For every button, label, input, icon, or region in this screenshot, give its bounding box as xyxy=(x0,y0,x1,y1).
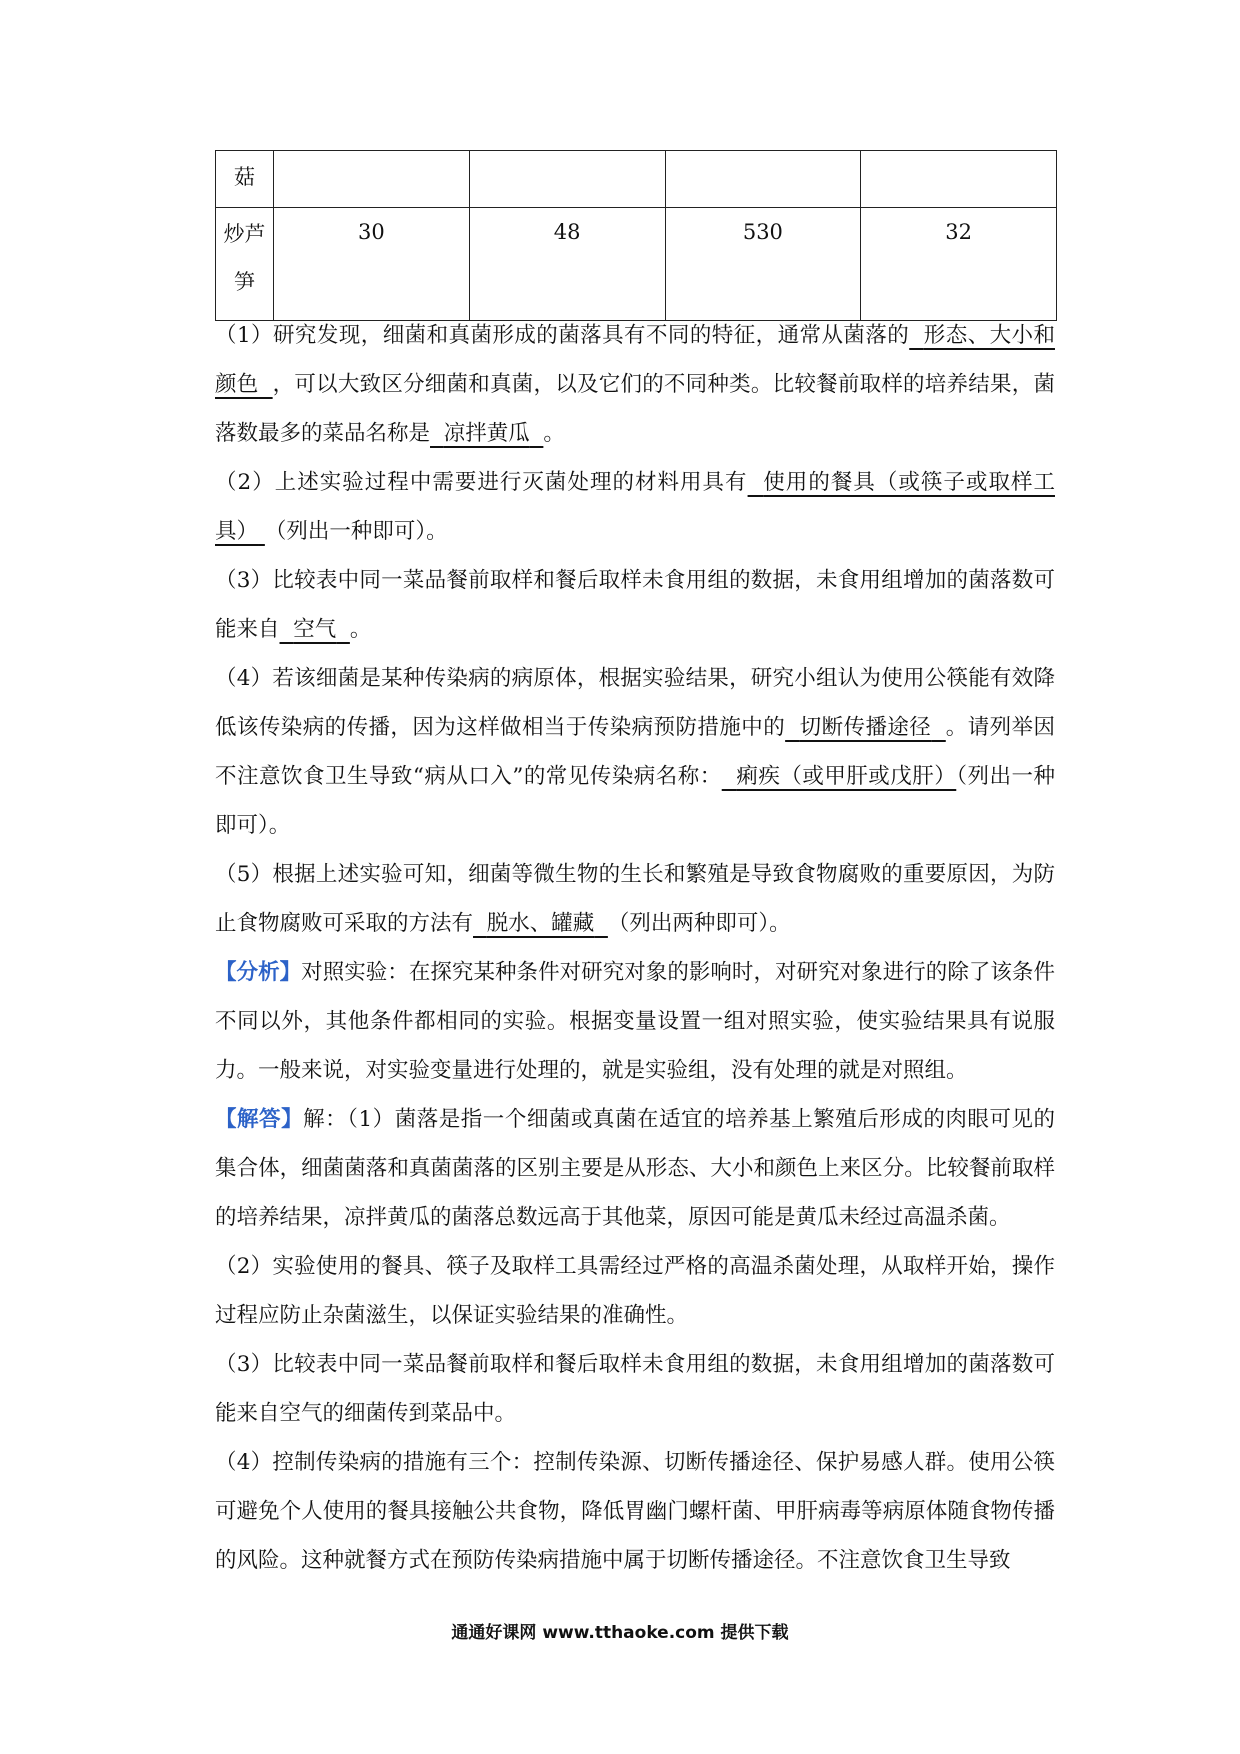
dish-name-bottom: 笋 xyxy=(234,270,255,294)
dish-name-top: 炒芦 xyxy=(223,222,266,246)
answer-paragraph-4: （4）控制传染病的措施有三个：控制传染源、切断传播途径、保护易感人群。使用公筷可避免个人使用的餐具接触公共食物，降低胃幽门螺杆菌、甲肝病毒等病原体随食物传播的风险。这种就餐方式在预防传染病措施中属于切断传播途径。不注意饮食卫生导致 xyxy=(215,1450,1055,1573)
table-cell: 530 xyxy=(665,208,861,321)
dish-name-cell: 菇 xyxy=(216,151,274,208)
analysis-paragraph xyxy=(215,948,1055,1095)
text: （列出两种即可）。 xyxy=(607,911,791,936)
text: （3）比较表中同一菜品餐前取样和餐后取样未食用组的数据，未食用组增加的菌落数可能来自 xyxy=(215,568,1055,642)
answer-blank xyxy=(722,764,957,789)
answer-paragraph-1 xyxy=(215,1095,1055,1242)
text: 。 xyxy=(349,617,372,642)
answer-paragraph-3: （3）比较表中同一菜品餐前取样和餐后取样未食用组的数据，未食用组增加的菌落数可能来自空气的细菌传到菜品中。 xyxy=(215,1352,1055,1426)
answer-blank xyxy=(473,911,608,936)
answer-blank xyxy=(280,617,350,642)
dish-name-cell xyxy=(216,208,274,321)
answer-text: 解：（1）菌落是指一个细菌或真菌在适宜的培养基上繁殖后形成的肉眼可见的集合体，细菌菌落和真菌菌落的区别主要是从形态、大小和颜色上来区分。比较餐前取样的培养结果，凉拌黄瓜的菌落总数远高于其他菜，原因可能是黄瓜未经过高温杀菌。 xyxy=(215,1107,1055,1230)
text: （4）若该细菌是某种传染病的病原体，根据实验结果，研究小组认为使用公筷能有效降低该传染病的传播，因为这样做相当于传染病预防措施中的 xyxy=(215,666,1055,740)
question-1 xyxy=(215,311,1055,458)
answer-paragraph-2: （2）实验使用的餐具、筷子及取样工具需经过严格的高温杀菌处理，从取样开始，操作过程应防止杂菌滋生，以保证实验结果的准确性。 xyxy=(215,1254,1055,1328)
page-footer: 通通好课网 www.tthaoke.com 提供下载 xyxy=(451,1623,789,1643)
table-cell xyxy=(469,151,665,208)
question-2 xyxy=(215,458,1055,556)
answer-text: 使用的餐具（或筷子或取样工具） xyxy=(215,470,1055,544)
question-5 xyxy=(215,850,1055,948)
answer-text: 脱水、罐藏 xyxy=(486,911,595,936)
answer-text: 切断传播途径 xyxy=(799,715,932,740)
text: 。请列举因不注意饮食卫生导致“病从口入”的常见传染病名称： xyxy=(215,715,1055,789)
answer-text: 空气 xyxy=(293,617,337,642)
table-cell: 48 xyxy=(469,208,665,321)
table-row xyxy=(216,151,1057,208)
text: （1）研究发现，细菌和真菌形成的菌落具有不同的特征，通常从菌落的 xyxy=(215,323,910,348)
answer-text: 凉拌黄瓜 xyxy=(443,421,530,446)
question-3 xyxy=(215,556,1055,654)
table-cell: 32 xyxy=(861,208,1057,321)
analysis-tag: 【分析】 xyxy=(215,960,302,985)
question-content xyxy=(215,311,1055,1585)
table-row xyxy=(216,208,1057,321)
analysis-text: 对照实验：在探究某种条件对研究对象的影响时，对研究对象进行的除了该条件不同以外，其他条件都相同的实验。根据变量设置一组对照实验，使实验结果具有说服力。一般来说，对实验变量进行处理的，就是实验组，没有处理的就是对照组。 xyxy=(215,960,1055,1083)
answer-blank xyxy=(785,715,946,740)
answer-text: 形态、大小和颜色 xyxy=(215,323,1055,397)
text: ，可以大致区分细菌和真菌，以及它们的不同种类。比较餐前取样的培养结果，菌落数最多的菜品名称是 xyxy=(215,372,1055,446)
text: （列出一种即可）。 xyxy=(215,764,1055,838)
text: （2）上述实验过程中需要进行灭菌处理的材料用具有 xyxy=(215,470,748,495)
answer-text: 痢疾（或甲肝或戊肝） xyxy=(736,764,957,789)
answer-tag: 【解答】 xyxy=(215,1107,304,1132)
text: （列出一种即可）。 xyxy=(264,519,448,544)
table-cell: 30 xyxy=(274,208,470,321)
table-cell xyxy=(665,151,861,208)
question-4 xyxy=(215,654,1055,850)
table-cell xyxy=(274,151,470,208)
text: （5）根据上述实验可知，细菌等微生物的生长和繁殖是导致食物腐败的重要原因，为防止食物腐败可采取的方法有 xyxy=(215,862,1055,936)
answer-blank xyxy=(430,421,543,446)
data-table xyxy=(215,150,1057,321)
table-cell xyxy=(861,151,1057,208)
text: 。 xyxy=(543,421,565,446)
